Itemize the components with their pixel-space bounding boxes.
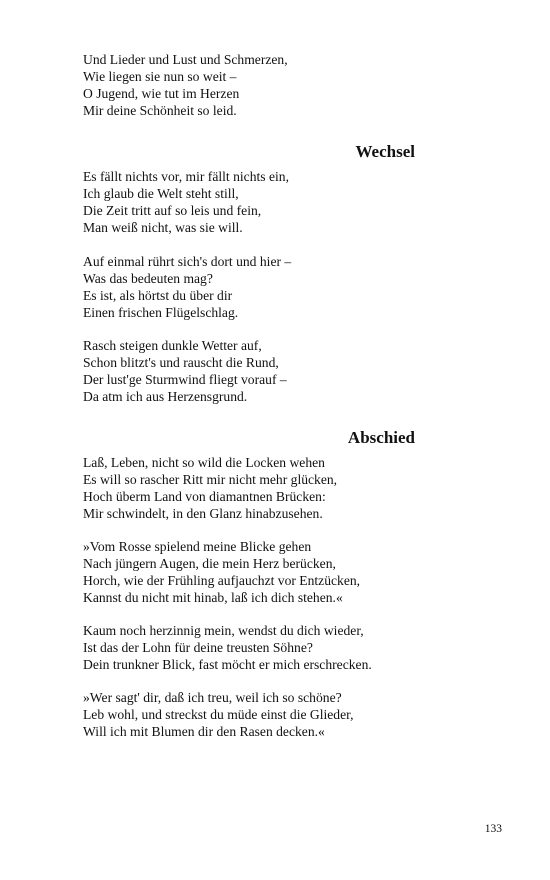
poem-line: Ich glaub die Welt steht still, [83,186,239,201]
poem-stanza [83,538,413,606]
poem-line: Kannst du nicht mit hinab, laß ich dich stehen.« [83,590,343,605]
poem-line: Einen frischen Flügelschlag. [83,305,239,320]
poem-line: Kaum noch herzinnig mein, wendst du dich wieder, [83,623,364,638]
poem-line: Leb wohl, und streckst du müde einst die Glieder, [83,707,354,722]
poem-line: Und Lieder und Lust und Schmerzen, [83,52,288,67]
poem-stanza [83,689,413,740]
poem-stanza [83,622,413,673]
poem-line: Auf einmal rührt sich's dort und hier – [83,254,292,269]
poem-line: »Wer sagt' dir, daß ich treu, weil ich so schöne? [83,690,342,705]
poem-stanza [83,337,413,405]
poem-line: Es ist, als hörtst du über dir [83,288,233,303]
poem-title-abschied: Abschied [347,428,415,447]
poem-line: »Vom Rosse spielend meine Blicke gehen [83,539,312,554]
poem-line: Es fällt nichts vor, mir fällt nichts ein, [83,169,289,184]
poem-line: Es will so rascher Ritt mir nicht mehr glücken, [83,472,338,487]
poem-line: Ist das der Lohn für deine treusten Söhne? [83,640,313,655]
poem-line: Mir schwindelt, in den Glanz hinabzusehen. [83,506,323,521]
poem-line: Der lust'ge Sturmwind fliegt vorauf – [83,372,287,387]
poem-line: Schon blitzt's und rauscht die Rund, [83,355,279,370]
poem-line: Was das bedeuten mag? [83,271,213,286]
poem-line: Horch, wie der Frühling aufjauchzt vor Entzücken, [83,573,361,588]
page-number: 133 [484,823,502,835]
poem-line: Man weiß nicht, was sie will. [83,220,243,235]
poem-line: Rasch steigen dunkle Wetter auf, [83,338,262,353]
poem-stanza [83,253,413,321]
poem-line: Die Zeit tritt auf so leis und fein, [83,203,262,218]
poem-stanza-continuation [83,51,413,119]
poem-line: Mir deine Schönheit so leid. [83,103,237,118]
poem-line: Da atm ich aus Herzensgrund. [83,389,248,404]
poem-stanza [83,168,413,236]
poem-line: Will ich mit Blumen dir den Rasen decken.« [83,724,325,739]
poem-line: Wie liegen sie nun so weit – [83,69,237,84]
poem-line: Nach jüngern Augen, die mein Herz berücken, [83,556,336,571]
poem-title-wechsel: Wechsel [355,142,415,161]
poem-line: O Jugend, wie tut im Herzen [83,86,240,101]
poem-stanza [83,454,413,522]
poem-line: Dein trunkner Blick, fast möcht er mich erschrecken. [83,657,372,672]
poem-line: Laß, Leben, nicht so wild die Locken wehen [83,455,325,470]
poem-line: Hoch überm Land von diamantnen Brücken: [83,489,326,504]
